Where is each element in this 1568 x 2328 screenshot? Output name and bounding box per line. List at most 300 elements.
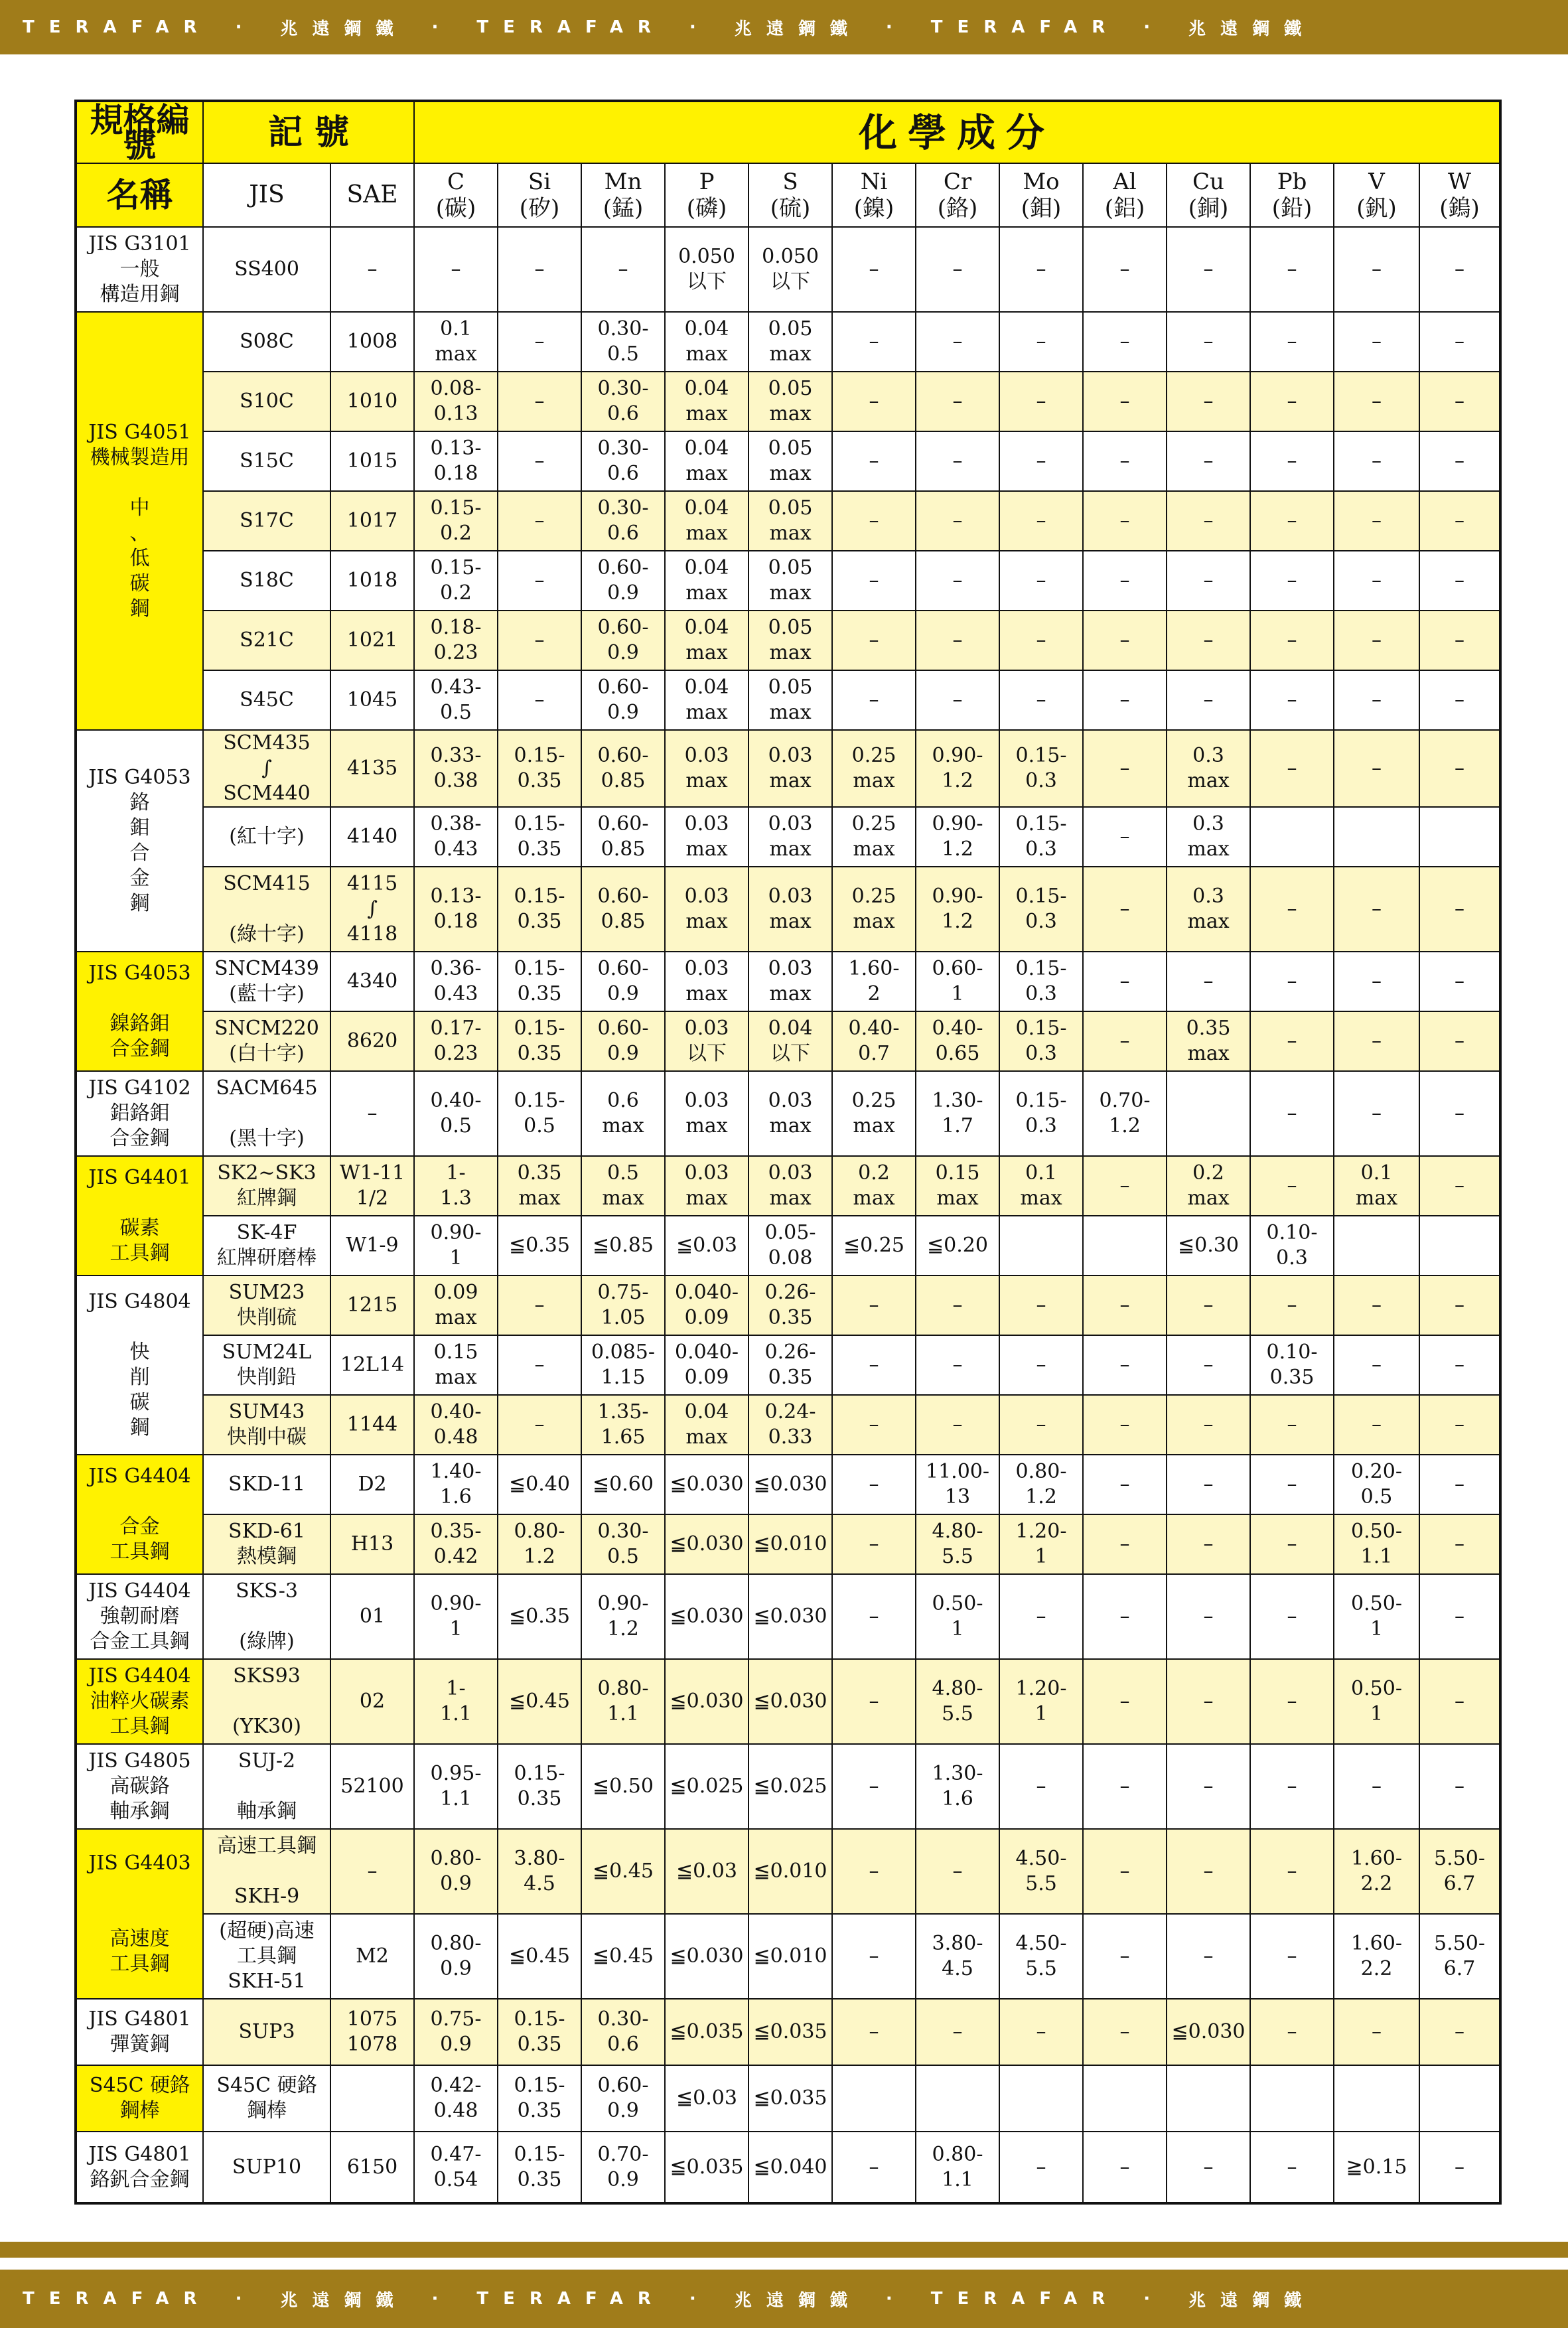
composition-value-cell: 0.085- 1.15 <box>581 1335 665 1395</box>
composition-value-cell: 0.3 max <box>1167 730 1250 807</box>
composition-value-cell: 1.30- 1.6 <box>916 1744 999 1829</box>
composition-value-cell: – <box>999 1574 1083 1659</box>
name-header: 名稱 <box>76 163 203 227</box>
composition-value-cell: 0.17- 0.23 <box>414 1011 498 1071</box>
banner-word: 兆遠鋼鐵 <box>280 19 408 39</box>
table-row <box>76 1335 1500 1395</box>
sae-code-cell: M2 <box>330 1914 414 1999</box>
sae-code-cell: 1021 <box>330 611 414 670</box>
composition-value-cell: 0.15- 0.5 <box>498 1071 581 1156</box>
composition-value-cell: – <box>498 431 581 491</box>
composition-value-cell: 0.040- 0.09 <box>665 1335 748 1395</box>
sae-code-cell: W1-11 1/2 <box>330 1156 414 1216</box>
composition-value-cell: 0.30- 0.6 <box>581 372 665 431</box>
composition-value-cell: 0.04 max <box>665 1395 748 1455</box>
composition-value-cell: 0.70- 0.9 <box>581 2132 665 2203</box>
composition-value-cell: – <box>916 670 999 730</box>
composition-value-cell: 0.90- 1 <box>414 1216 498 1275</box>
banner-word: · <box>689 2289 711 2309</box>
sae-code-cell: 4140 <box>330 807 414 867</box>
composition-value-cell: 1.60- 2.2 <box>1334 1914 1419 1999</box>
composition-value-cell: 1.35- 1.65 <box>581 1395 665 1455</box>
composition-value-cell: 0.90- 1.2 <box>916 867 999 952</box>
banner-word: TERAFAR <box>23 2289 212 2309</box>
composition-value-cell: – <box>832 491 916 551</box>
composition-value-cell: 1.20- 1 <box>999 1514 1083 1574</box>
jis-code-cell: S18C <box>203 551 330 611</box>
composition-value-cell: – <box>1167 670 1250 730</box>
composition-value-cell: 0.15- 0.35 <box>498 1999 581 2065</box>
composition-value-cell: 0.03 max <box>748 952 832 1011</box>
composition-value-cell: – <box>1334 491 1419 551</box>
sae-code-cell: – <box>330 1071 414 1156</box>
banner-word: TERAFAR <box>930 17 1120 37</box>
composition-value-cell: ≦0.45 <box>581 1914 665 1999</box>
composition-value-cell: – <box>498 611 581 670</box>
spec-name-cell: JIS G4805 高碳鉻 軸承鋼 <box>76 1744 203 1829</box>
composition-value-cell: – <box>1334 1395 1419 1455</box>
spec-name-cell: JIS G4403 高速度 工具鋼 <box>76 1829 203 1999</box>
composition-value-cell: – <box>1083 1574 1167 1659</box>
composition-value-cell: 0.03 max <box>748 1071 832 1156</box>
table-body <box>76 227 1500 2203</box>
table-row <box>76 1829 1500 1914</box>
sae-code-cell: H13 <box>330 1514 414 1574</box>
jis-code-cell: SK2~SK3 紅牌鋼 <box>203 1156 330 1216</box>
composition-value-cell: 1- 1.3 <box>414 1156 498 1216</box>
composition-value-cell: – <box>1250 1574 1334 1659</box>
composition-value-cell: ≦0.45 <box>498 1659 581 1744</box>
sae-code-cell: 8620 <box>330 1011 414 1071</box>
composition-value-cell: – <box>1250 1829 1334 1914</box>
composition-value-cell: – <box>999 372 1083 431</box>
table-row <box>76 1156 1500 1216</box>
composition-value-cell: – <box>1083 372 1167 431</box>
composition-value-cell: – <box>999 227 1083 312</box>
composition-value-cell: 0.75- 0.9 <box>414 1999 498 2065</box>
table-row <box>76 1514 1500 1574</box>
banner-word: · <box>1143 2289 1165 2309</box>
bottom-banner-text <box>0 2270 1568 2328</box>
jis-code-cell: SUM24L 快削鉛 <box>203 1335 330 1395</box>
composition-value-cell: – <box>1250 312 1334 372</box>
composition-value-cell: – <box>832 611 916 670</box>
composition-value-cell: 1.30- 1.7 <box>916 1071 999 1156</box>
element-header: Mn (錳) <box>581 163 665 227</box>
composition-value-cell: – <box>1419 670 1500 730</box>
element-header: P (磷) <box>665 163 748 227</box>
spec-name-cell: JIS G4102 鋁鉻鉬 合金鋼 <box>76 1071 203 1156</box>
composition-value-cell: ≦0.30 <box>1167 1216 1250 1275</box>
chemical-composition-table <box>74 100 1502 2205</box>
spec-name-cell: JIS G4801 彈簧鋼 <box>76 1999 203 2065</box>
composition-value-cell: 0.05 max <box>748 611 832 670</box>
table-row <box>76 372 1500 431</box>
composition-value-cell: – <box>414 227 498 312</box>
composition-value-cell: – <box>1167 1455 1250 1514</box>
table-row <box>76 1914 1500 1999</box>
composition-value-cell: – <box>999 431 1083 491</box>
composition-value-cell: 0.30- 0.6 <box>581 431 665 491</box>
composition-value-cell: – <box>1419 1011 1500 1071</box>
composition-value-cell: 11.00- 13 <box>916 1455 999 1514</box>
composition-value-cell: 0.15- 0.35 <box>498 2065 581 2132</box>
composition-value-cell: 0.26- 0.35 <box>748 1335 832 1395</box>
composition-value-cell <box>1250 807 1334 867</box>
composition-value-cell: 5.50- 6.7 <box>1419 1914 1500 1999</box>
composition-value-cell: – <box>1419 1395 1500 1455</box>
composition-value-cell: ≦0.85 <box>581 1216 665 1275</box>
composition-value-cell: – <box>1250 2132 1334 2203</box>
composition-value-cell: 0.35- 0.42 <box>414 1514 498 1574</box>
sae-code-cell: D2 <box>330 1455 414 1514</box>
composition-value-cell: 0.04 max <box>665 491 748 551</box>
jis-code-cell: S08C <box>203 312 330 372</box>
composition-value-cell: – <box>498 551 581 611</box>
composition-value-cell: – <box>832 372 916 431</box>
composition-value-cell: 0.18- 0.23 <box>414 611 498 670</box>
composition-value-cell: 0.15 max <box>414 1335 498 1395</box>
composition-value-cell: – <box>1250 1999 1334 2065</box>
composition-value-cell: – <box>1250 1744 1334 1829</box>
composition-value-cell: – <box>1167 1574 1250 1659</box>
composition-value-cell: – <box>1419 372 1500 431</box>
composition-value-cell: 0.43- 0.5 <box>414 670 498 730</box>
composition-value-cell: – <box>1250 1914 1334 1999</box>
composition-value-cell: 0.03 max <box>748 730 832 807</box>
sae-code-cell: – <box>330 1829 414 1914</box>
composition-value-cell: 0.15- 0.35 <box>498 867 581 952</box>
composition-value-cell: – <box>1083 1156 1167 1216</box>
table-row <box>76 2132 1500 2203</box>
composition-value-cell: – <box>1083 1744 1167 1829</box>
composition-value-cell: ≦0.030 <box>665 1455 748 1514</box>
composition-value-cell: – <box>1334 227 1419 312</box>
composition-value-cell: 0.80- 0.9 <box>414 1829 498 1914</box>
jis-code-cell: S17C <box>203 491 330 551</box>
composition-value-cell: – <box>832 1514 916 1574</box>
composition-value-cell: 0.15- 0.35 <box>498 807 581 867</box>
composition-value-cell: 0.35 max <box>498 1156 581 1216</box>
composition-value-cell: – <box>1250 1011 1334 1071</box>
composition-value-cell: 0.03 以下 <box>665 1011 748 1071</box>
composition-value-cell: 0.13- 0.18 <box>414 431 498 491</box>
composition-value-cell: – <box>1167 227 1250 312</box>
composition-value-cell: 0.50- 1 <box>916 1574 999 1659</box>
composition-value-cell: 1.60- 2.2 <box>1334 1829 1419 1914</box>
composition-value-cell: – <box>832 1914 916 1999</box>
composition-value-cell: – <box>1083 1829 1167 1914</box>
composition-value-cell: 0.35 max <box>1167 1011 1250 1071</box>
composition-value-cell: – <box>1250 1275 1334 1335</box>
element-header: Cu (銅) <box>1167 163 1250 227</box>
spec-name-cell: JIS G4404 合金 工具鋼 <box>76 1455 203 1574</box>
composition-value-cell: – <box>832 431 916 491</box>
element-header: V (釩) <box>1334 163 1419 227</box>
composition-value-cell: 0.60- 0.9 <box>581 1011 665 1071</box>
banner-word: · <box>431 2289 453 2309</box>
composition-value-cell: – <box>1083 491 1167 551</box>
composition-value-cell: 0.33- 0.38 <box>414 730 498 807</box>
composition-value-cell: ≦0.035 <box>665 1999 748 2065</box>
composition-value-cell: – <box>498 312 581 372</box>
composition-value-cell: – <box>999 1999 1083 2065</box>
composition-value-cell: – <box>1250 670 1334 730</box>
composition-value-cell: – <box>832 1829 916 1914</box>
composition-value-cell: 0.90- 1.2 <box>916 730 999 807</box>
composition-value-cell: – <box>1083 2132 1167 2203</box>
element-header: Mo (鉬) <box>999 163 1083 227</box>
composition-value-cell: – <box>832 1659 916 1744</box>
banner-word: TERAFAR <box>476 2289 666 2309</box>
composition-value-cell: 0.03 max <box>748 807 832 867</box>
sae-code-cell: 1045 <box>330 670 414 730</box>
composition-value-cell: 4.80- 5.5 <box>916 1659 999 1744</box>
sae-code-cell: 1215 <box>330 1275 414 1335</box>
composition-value-cell: – <box>1250 227 1334 312</box>
table-row <box>76 1071 1500 1156</box>
composition-value-cell: 0.15- 0.35 <box>498 1011 581 1071</box>
composition-value-cell: ≦0.030 <box>1167 1999 1250 2065</box>
jis-code-cell: SUM23 快削硫 <box>203 1275 330 1335</box>
composition-value-cell: – <box>1250 952 1334 1011</box>
banner-word: · <box>235 17 257 37</box>
composition-value-cell: 5.50- 6.7 <box>1419 1829 1500 1914</box>
composition-value-cell: 0.50- 1 <box>1334 1659 1419 1744</box>
table-row <box>76 670 1500 730</box>
composition-value-cell: 0.15- 0.2 <box>414 551 498 611</box>
composition-value-cell: 0.15 max <box>916 1156 999 1216</box>
composition-value-cell: 0.60- 0.9 <box>581 670 665 730</box>
composition-value-cell: 0.15- 0.35 <box>498 730 581 807</box>
composition-value-cell: – <box>832 1999 916 2065</box>
banner-word: 兆遠鋼鐵 <box>734 19 862 39</box>
composition-value-cell: – <box>1167 491 1250 551</box>
composition-value-cell: – <box>1250 372 1334 431</box>
composition-value-cell: 0.3 max <box>1167 867 1250 952</box>
composition-value-cell: – <box>916 491 999 551</box>
composition-value-cell: – <box>1419 1999 1500 2065</box>
composition-value-cell: – <box>1419 491 1500 551</box>
composition-value-cell: ≦0.010 <box>748 1514 832 1574</box>
composition-value-cell: – <box>1419 1335 1500 1395</box>
composition-value-cell: – <box>1419 952 1500 1011</box>
element-header: Cr (鉻) <box>916 163 999 227</box>
composition-value-cell: – <box>498 372 581 431</box>
composition-value-cell: – <box>999 1275 1083 1335</box>
composition-value-cell: 0.15- 0.3 <box>999 1011 1083 1071</box>
composition-value-cell: 1- 1.1 <box>414 1659 498 1744</box>
table-row <box>76 227 1500 312</box>
composition-value-cell: – <box>832 1335 916 1395</box>
composition-value-cell: 0.05 max <box>748 372 832 431</box>
banner-word: · <box>431 17 453 37</box>
composition-value-cell: – <box>1167 1275 1250 1335</box>
banner-word: TERAFAR <box>23 17 212 37</box>
composition-value-cell <box>916 2065 999 2132</box>
sae-code-cell: 01 <box>330 1574 414 1659</box>
composition-value-cell: 0.95- 1.1 <box>414 1744 498 1829</box>
composition-value-cell: – <box>916 312 999 372</box>
composition-value-cell: ≦0.010 <box>748 1914 832 1999</box>
composition-value-cell: 0.15- 0.35 <box>498 2132 581 2203</box>
jis-code-cell: SKD-11 <box>203 1455 330 1514</box>
table-row <box>76 867 1500 952</box>
composition-value-cell: – <box>1250 1455 1334 1514</box>
element-header: Al (鋁) <box>1083 163 1167 227</box>
table-row <box>76 1216 1500 1275</box>
composition-value-cell: 0.3 max <box>1167 807 1250 867</box>
composition-value-cell: – <box>1167 1335 1250 1395</box>
composition-value-cell: – <box>1250 1514 1334 1574</box>
composition-value-cell: ≦0.35 <box>498 1574 581 1659</box>
table-row <box>76 2065 1500 2132</box>
composition-value-cell: – <box>1083 730 1167 807</box>
composition-value-cell: – <box>1083 431 1167 491</box>
composition-value-cell: ≦0.03 <box>665 1829 748 1914</box>
composition-value-cell: 0.15- 0.2 <box>414 491 498 551</box>
composition-value-cell <box>1250 2065 1334 2132</box>
spec-name-cell: JIS G4404 強韌耐磨 合金工具鋼 <box>76 1574 203 1659</box>
composition-value-cell: ≦0.030 <box>748 1659 832 1744</box>
jis-code-cell: SNCM220 (白十字) <box>203 1011 330 1071</box>
composition-value-cell: – <box>498 1395 581 1455</box>
composition-value-cell <box>1167 2065 1250 2132</box>
composition-value-cell: 0.42- 0.48 <box>414 2065 498 2132</box>
spec-name-cell: JIS G4404 油粹火碳素 工具鋼 <box>76 1659 203 1744</box>
banner-word: 兆遠鋼鐵 <box>280 2290 408 2311</box>
composition-value-cell: 0.25 max <box>832 867 916 952</box>
composition-value-cell: – <box>1083 1514 1167 1574</box>
jis-code-cell: (超硬)高速 工具鋼 SKH-51 <box>203 1914 330 1999</box>
composition-value-cell: 0.47- 0.54 <box>414 2132 498 2203</box>
composition-value-cell: – <box>999 670 1083 730</box>
composition-value-cell: 0.04 max <box>665 372 748 431</box>
composition-value-cell: – <box>1334 1744 1419 1829</box>
spec-name-cell: JIS G3101 一般 構造用鋼 <box>76 227 203 312</box>
composition-value-cell: 0.30- 0.5 <box>581 312 665 372</box>
composition-value-cell: – <box>1083 867 1167 952</box>
sae-code-cell: 4135 <box>330 730 414 807</box>
table-row <box>76 1659 1500 1744</box>
composition-value-cell: – <box>1083 670 1167 730</box>
composition-value-cell: ≦0.030 <box>665 1659 748 1744</box>
composition-value-cell: – <box>498 1275 581 1335</box>
composition-value-cell: – <box>832 1574 916 1659</box>
composition-value-cell: – <box>916 227 999 312</box>
composition-value-cell: – <box>1167 1744 1250 1829</box>
composition-value-cell: 0.15- 0.3 <box>999 730 1083 807</box>
composition-value-cell <box>832 2065 916 2132</box>
composition-value-cell: ≧0.15 <box>1334 2132 1419 2203</box>
composition-value-cell: – <box>916 1395 999 1455</box>
composition-value-cell: 0.03 max <box>665 807 748 867</box>
composition-value-cell: 0.38- 0.43 <box>414 807 498 867</box>
composition-value-cell: – <box>1334 431 1419 491</box>
composition-value-cell: 0.05- 0.08 <box>748 1216 832 1275</box>
composition-value-cell: 0.03 max <box>665 1156 748 1216</box>
composition-value-cell <box>999 1216 1083 1275</box>
composition-value-cell: – <box>1419 1574 1500 1659</box>
composition-value-cell: – <box>1083 1659 1167 1744</box>
table-row <box>76 730 1500 807</box>
top-banner-text <box>0 0 1568 54</box>
composition-value-cell: – <box>1083 1914 1167 1999</box>
composition-value-cell: – <box>1250 867 1334 952</box>
composition-value-cell: 0.40- 0.65 <box>916 1011 999 1071</box>
composition-value-cell: ≦0.035 <box>748 2065 832 2132</box>
composition-value-cell: – <box>1083 611 1167 670</box>
composition-value-cell: ≦0.010 <box>748 1829 832 1914</box>
composition-value-cell: 0.04 max <box>665 611 748 670</box>
composition-value-cell: – <box>1167 431 1250 491</box>
composition-value-cell: – <box>1334 1335 1419 1395</box>
composition-value-cell: 0.40- 0.48 <box>414 1395 498 1455</box>
element-header: Ni (鎳) <box>832 163 916 227</box>
composition-value-cell: ≦0.20 <box>916 1216 999 1275</box>
composition-value-cell: 0.30- 0.5 <box>581 1514 665 1574</box>
composition-value-cell: 0.15- 0.35 <box>498 952 581 1011</box>
composition-value-cell: 0.13- 0.18 <box>414 867 498 952</box>
composition-value-cell: 0.05 max <box>748 312 832 372</box>
table-row <box>76 491 1500 551</box>
composition-value-cell: 1.40- 1.6 <box>414 1455 498 1514</box>
composition-value-cell: 0.30- 0.6 <box>581 491 665 551</box>
composition-value-cell: – <box>1334 372 1419 431</box>
banner-word: · <box>235 2289 257 2309</box>
composition-value-cell: – <box>999 312 1083 372</box>
sae-code-cell: 4340 <box>330 952 414 1011</box>
composition-value-cell: – <box>1419 227 1500 312</box>
composition-value-cell: – <box>1167 551 1250 611</box>
composition-value-cell: – <box>1334 1011 1419 1071</box>
composition-value-cell: – <box>1334 312 1419 372</box>
composition-value-cell <box>1419 2065 1500 2132</box>
composition-value-cell: – <box>999 1744 1083 1829</box>
composition-value-cell: – <box>999 491 1083 551</box>
composition-value-cell: 0.04 max <box>665 670 748 730</box>
composition-value-cell: 0.1 max <box>1334 1156 1419 1216</box>
composition-value-cell: – <box>498 491 581 551</box>
composition-value-cell: 0.1 max <box>999 1156 1083 1216</box>
composition-value-cell: 0.60- 0.9 <box>581 611 665 670</box>
sae-code-cell: W1-9 <box>330 1216 414 1275</box>
composition-value-cell: 0.04 max <box>665 551 748 611</box>
composition-value-cell: – <box>1167 611 1250 670</box>
sae-code-cell: 4115 ∫ 4118 <box>330 867 414 952</box>
composition-value-cell: 0.60- 0.9 <box>581 2065 665 2132</box>
composition-value-cell: – <box>832 312 916 372</box>
composition-value-cell: 0.60- 0.9 <box>581 551 665 611</box>
composition-value-cell: ≦0.60 <box>581 1455 665 1514</box>
composition-value-cell: 0.15- 0.3 <box>999 1071 1083 1156</box>
spec-number-header: 規格編號 <box>76 101 203 163</box>
subheader-row <box>76 163 1500 227</box>
composition-value-cell: – <box>916 1275 999 1335</box>
composition-value-cell: – <box>1083 227 1167 312</box>
composition-value-cell: 0.03 max <box>748 867 832 952</box>
composition-value-cell: – <box>1250 730 1334 807</box>
composition-value-cell: 0.20- 0.5 <box>1334 1455 1419 1514</box>
composition-value-cell: 0.03 max <box>748 1156 832 1216</box>
composition-value-cell: – <box>832 1744 916 1829</box>
composition-value-cell: 0.10- 0.35 <box>1250 1335 1334 1395</box>
composition-value-cell: 0.70- 1.2 <box>1083 1071 1167 1156</box>
composition-value-cell: ≦0.030 <box>665 1514 748 1574</box>
element-header: C (碳) <box>414 163 498 227</box>
jis-code-cell: S10C <box>203 372 330 431</box>
sae-code-cell: 52100 <box>330 1744 414 1829</box>
